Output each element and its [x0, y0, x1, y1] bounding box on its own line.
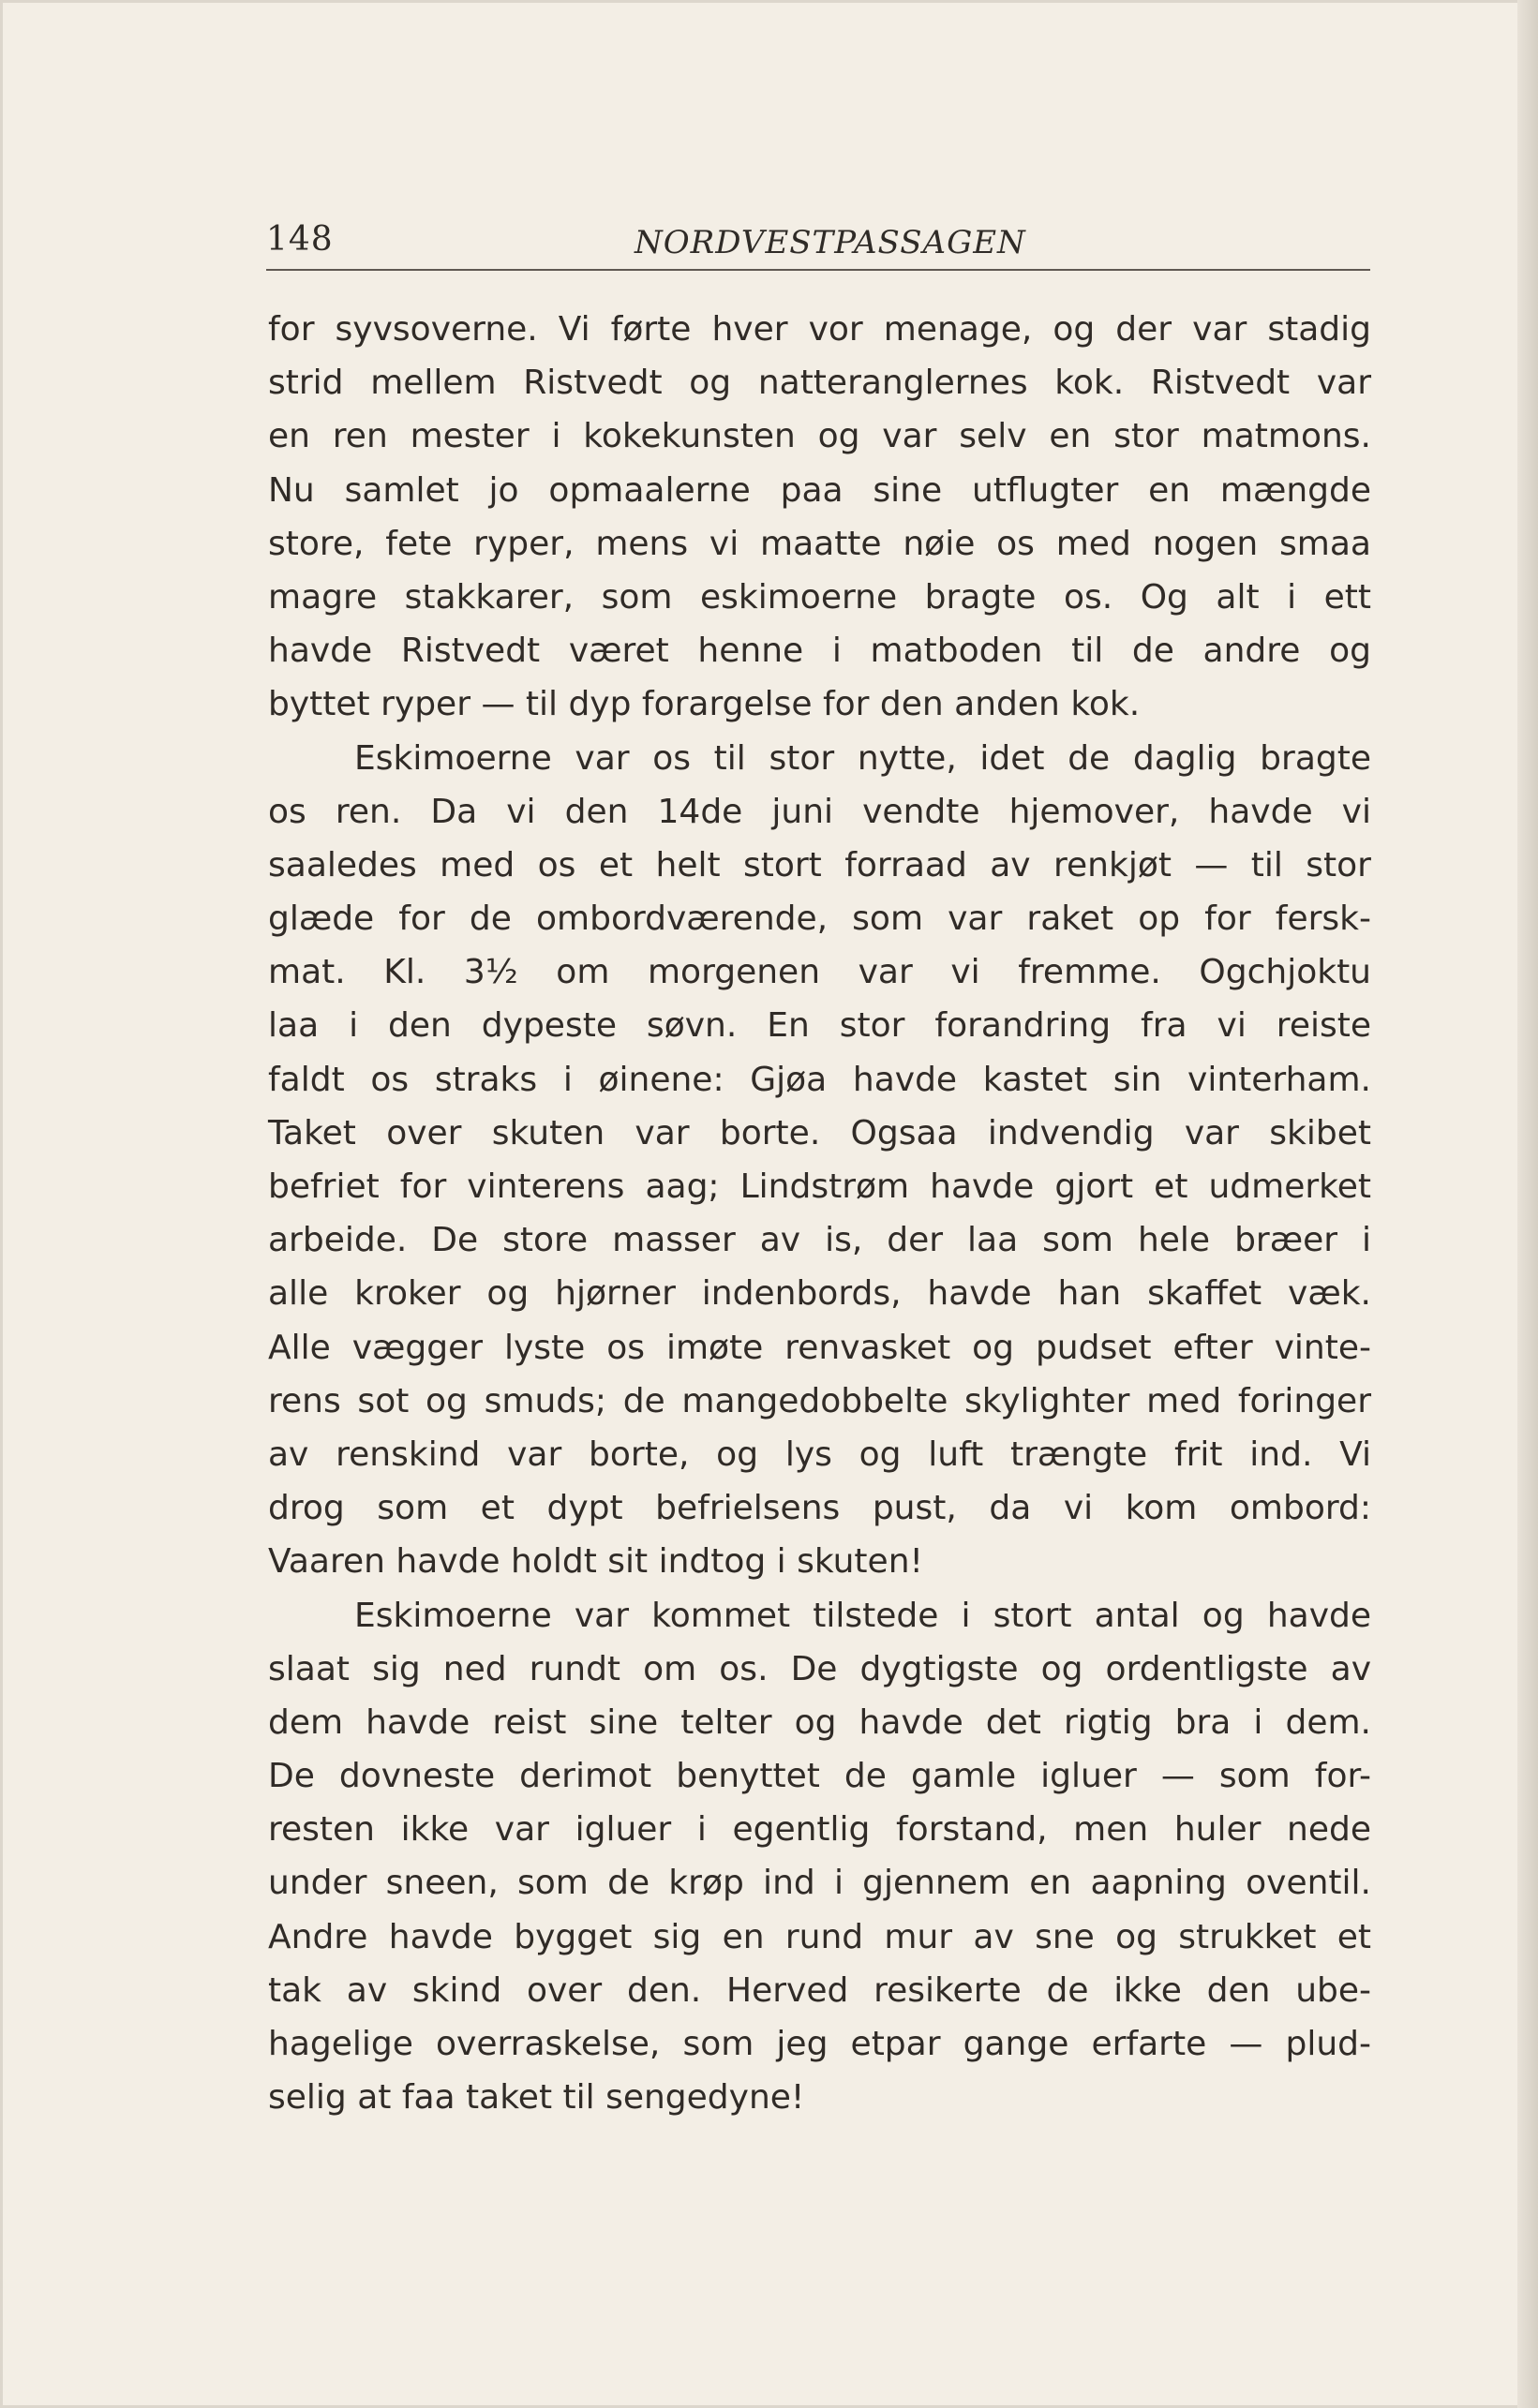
text-line: byttet ryper — til dyp forargelse for den anden kok. — [268, 685, 1141, 724]
text-line: havde Ristvedt været henne i matboden til de andre og — [268, 632, 1371, 671]
text-line: tak av skind over den. Herved resikerte de ikke den ube- — [268, 1970, 1371, 2010]
text-line: mat. Kl. 3½ om morgenen var vi fremme. Ogchjoktu — [268, 953, 1371, 992]
text-line: Taket over skuten var borte. Ogsaa indvendig var skibet — [268, 1113, 1371, 1152]
text-line: faldt os straks i øinene: Gjøa havde kastet sin vinterham. — [268, 1060, 1371, 1099]
text-line: resten ikke var igluer i egentlig forstand, men huler nede — [268, 1810, 1371, 1850]
paragraph-start-line: Eskimoerne var kommet tilstede i stort antal og havde — [354, 1596, 1371, 1635]
text-line: glæde for de ombordværende, som var raket op for fersk- — [268, 899, 1371, 939]
text-line: slaat sig ned rundt om os. De dygtigste og ordentligste av — [268, 1649, 1371, 1688]
page-edge — [1517, 0, 1538, 2408]
text-line: selig at faa taket til sengedyne! — [268, 2078, 805, 2118]
text-line: De dovneste derimot benyttet de gamle igluer — som for- — [268, 1757, 1371, 1796]
text-line: av renskind var borte, og lys og luft trængte frit ind. Vi — [268, 1434, 1371, 1474]
paragraph-start-line: Eskimoerne var os til stor nytte, idet de daglig bragte — [354, 738, 1371, 778]
text-line: alle kroker og hjørner indenbords, havde han skaffet væk. — [268, 1274, 1371, 1314]
text-line: os ren. Da vi den 14de juni vendte hjemover, havde vi — [268, 792, 1371, 831]
text-line: saaledes med os et helt stort forraad av renkjøt — til stor — [268, 845, 1371, 884]
body-text — [268, 303, 1371, 2124]
page-number: 148 — [266, 220, 334, 259]
text-line: arbeide. De store masser av is, der laa som hele bræer i — [268, 1221, 1371, 1260]
running-title: NORDVESTPASSAGEN — [635, 224, 1026, 261]
page-header — [266, 220, 1370, 273]
text-line: Nu samlet jo opmaalerne paa sine utflugter en mængde — [268, 470, 1371, 510]
text-line: magre stakkarer, som eskimoerne bragte os. Og alt i ett — [268, 577, 1371, 617]
text-line: laa i den dypeste søvn. En stor forandring fra vi reiste — [268, 1006, 1371, 1046]
text-line: drog som et dypt befrielsens pust, da vi kom ombord: — [268, 1489, 1371, 1528]
text-line: Alle vægger lyste os imøte renvasket og pudset efter vinte- — [268, 1328, 1371, 1367]
text-line: store, fete ryper, mens vi maatte nøie os med nogen smaa — [268, 524, 1371, 563]
text-line: befriet for vinterens aag; Lindstrøm havde gjort et udmerket — [268, 1167, 1371, 1206]
text-line: rens sot og smuds; de mangedobbelte skylighter med foringer — [268, 1381, 1371, 1420]
text-line: Andre havde bygget sig en rund mur av sne og strukket et — [268, 1917, 1371, 1956]
text-line: hagelige overraskelse, som jeg etpar gange erfarte — plud- — [268, 2025, 1371, 2063]
text-line: dem havde reist sine telter og havde det rigtig bra i dem. — [268, 1702, 1371, 1742]
text-line: Vaaren havde holdt sit indtog i skuten! — [268, 1542, 923, 1582]
header-rule — [266, 269, 1370, 271]
text-line: en ren mester i kokekunsten og var selv en stor matmons. — [268, 417, 1371, 456]
text-line: strid mellem Ristvedt og natteranglernes kok. Ristvedt var — [268, 364, 1371, 403]
text-line: for syvsoverne. Vi førte hver vor menage, og der var stadig — [268, 310, 1371, 349]
text-line: under sneen, som de krøp ind i gjennem en aapning oventil. — [268, 1864, 1371, 1903]
